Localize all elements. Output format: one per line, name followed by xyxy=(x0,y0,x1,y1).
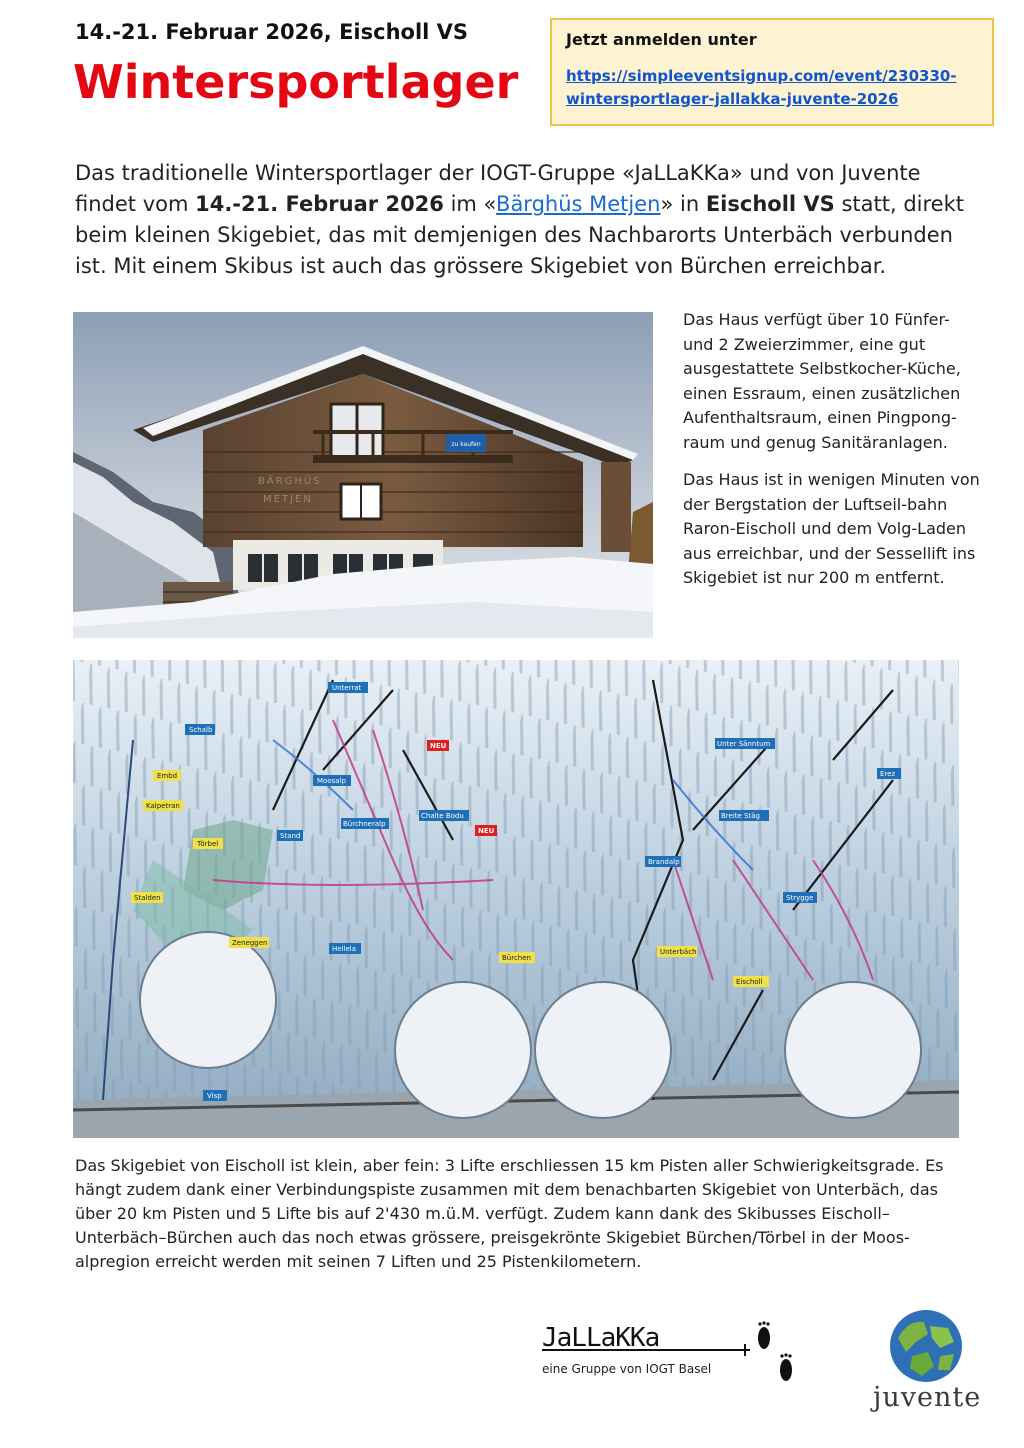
signup-label: Jetzt anmelden unter xyxy=(566,30,757,49)
footprints-icon xyxy=(758,1321,792,1381)
map-label-brandalp: Brandalp xyxy=(648,858,680,866)
house-link[interactable]: Bärghüs Metjen xyxy=(496,192,661,216)
map-label-moosalp: Moosalp xyxy=(317,777,346,785)
ski-area-map xyxy=(73,660,959,1138)
map-label-buerchneralp: Bürchneralp xyxy=(343,820,386,828)
map-label-kalpetran: Kalpetran xyxy=(146,802,180,810)
intro-part3: » in xyxy=(660,192,706,216)
house-photo xyxy=(73,312,653,638)
map-new-badge-2: NEU xyxy=(478,827,495,835)
map-label-hellela: Hellela xyxy=(332,945,357,953)
juvente-wordmark: juvente xyxy=(873,1382,982,1413)
map-label-embd: Embd xyxy=(157,772,178,780)
signup-link-line1: https://simpleeventsignup.com/event/230330- xyxy=(566,67,957,85)
jallakka-logo xyxy=(540,1308,800,1388)
ski-area-description: Das Skigebiet von Eischoll ist klein, aber fein: 3 Lifte erschliessen 15 km Pisten aller Schwierigkeitsgrade. Es hängt zudem dank einer Verbindungspiste zusammen mit dem benachbarten Skigebiet von Unterbäch, das über 20 km Pisten und 5 Lifte bis auf 2'430 m.ü.M. verfügt. Zudem kann dank des Skibusses Eischoll–Unterbäch–Bürchen auch das noch etwas grössere, preisgekrönte Skigebiet Bürchen/Törbel in der Moos-alpregion erreicht werden mit seinen 7 Liften und 25 Pistenkilometern. xyxy=(75,1156,944,1271)
map-new-badge-1: NEU xyxy=(430,742,447,750)
signup-box xyxy=(550,18,994,126)
map-label-visp: Visp xyxy=(207,1092,222,1100)
intro-part1: Das traditionelle Wintersportlager der IOGT-Gruppe «JaLLaKKa» und von Juvente findet vom xyxy=(75,161,921,216)
intro-part2: im « xyxy=(443,192,497,216)
map-label-stalden: Stalden xyxy=(134,894,161,902)
map-label-strygge: Strygge xyxy=(786,894,814,902)
map-label-unter-saenntum: Unter Sänntum xyxy=(717,740,771,748)
house-facade-text-2: METJEN xyxy=(263,494,313,505)
intro-place: Eischoll VS xyxy=(705,192,835,216)
house-description-para2: Das Haus ist in wenigen Minuten von der Bergstation der Luftseil-bahn Raron-Eischoll und dem Volg-Laden aus erreichbar, und der Sessellift ins Skigebiet ist nur 200 m entfernt. xyxy=(683,470,980,587)
jallakka-wordmark: JaLLaKKa xyxy=(542,1323,660,1353)
map-label-buerchen: Bürchen xyxy=(502,954,531,962)
map-label-breite-staeg: Breite Stäg xyxy=(721,812,760,820)
map-label-zeneggen: Zeneggen xyxy=(232,939,268,947)
house-facade-text-1: BÄRGHÜS xyxy=(258,476,322,487)
map-label-unterrat: Unterrat xyxy=(332,684,362,692)
signup-link-line2: wintersportlager-jallakka-juvente-2026 xyxy=(566,90,899,108)
map-label-stand: Stand xyxy=(280,832,301,840)
juvente-globe-icon xyxy=(888,1308,964,1384)
event-date-line: 14.-21. Februar 2026, Eischoll VS xyxy=(75,20,469,44)
intro-dates: 14.-21. Februar 2026 xyxy=(195,192,444,216)
jallakka-caption: eine Gruppe von IOGT Basel xyxy=(542,1362,712,1376)
signup-link[interactable] xyxy=(566,65,978,111)
house-description-para1: Das Haus verfügt über 10 Fünfer- und 2 Zweierzimmer, eine gut ausgestattete Selbstkocher-Küche, einen Essraum, einen zusätzlichen Aufenthaltsraum, einen Pingpong-raum und genug Sanitäranlagen. xyxy=(683,310,961,452)
house-description xyxy=(683,308,983,604)
house-sign-text: zu kaufen xyxy=(451,441,481,448)
map-label-toerbel: Törbel xyxy=(197,840,219,848)
map-label-erez: Erez xyxy=(880,770,896,778)
intro-paragraph xyxy=(75,158,975,282)
intro-part4: statt, direkt beim kleinen Skigebiet, das mit demjenigen des Nachbarorts Unterbäch verbunden ist. Mit einem Skibus ist auch das grössere Skigebiet von Bürchen erreichbar. xyxy=(75,192,964,278)
page-title: Wintersportlager xyxy=(73,55,519,109)
map-label-chalte-bodu: Chalte Bodu xyxy=(421,812,464,820)
map-label-eischoll: Eischoll xyxy=(736,978,763,986)
map-label-schalb: Schalb xyxy=(189,726,213,734)
map-label-unterbaech: Unterbäch xyxy=(660,948,697,956)
